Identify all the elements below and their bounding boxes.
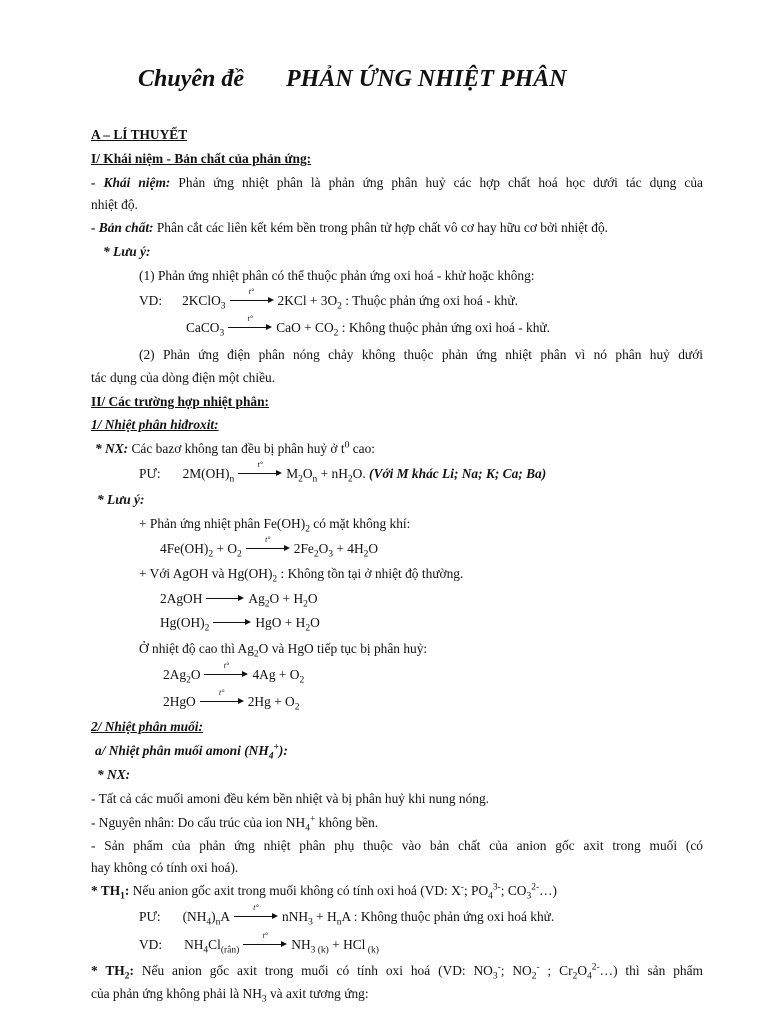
reaction-arrow: t° — [234, 910, 278, 920]
hydroxide-exception: (Với M khác Li; Na; K; Ca; Ba) — [369, 466, 547, 481]
section-2-heading: II/ Các trường hợp nhiệt phân: — [91, 394, 270, 409]
note-agoh: + Với AgOH và $Hg(OH)_2$ : Không tồn tại ở nhiệt độ thường. — [139, 566, 464, 585]
case-2: * $TH_2$: Nếu anion gốc axit trong muối có tính oxi hoá (VD: $NO_3^-$; $NO_2^-$ ; $Cr_2O_4^{2-}\dots$) thì sản phẩm — [91, 962, 703, 982]
reaction-prefix: PƯ: — [139, 466, 161, 481]
equation-hgoh2: $Hg(OH)_2$ HgO + $H_2O$ — [160, 615, 320, 634]
note-label-2: * Lưu ý: — [97, 492, 145, 507]
observation-label: * NX: — [95, 441, 129, 456]
hydroxide-observation: * NX: Các bazơ không tan đều bị phân huỷ ở $t^0$ cao: — [95, 440, 375, 456]
equation-caco3: CaCO$_3$ t° CaO + $CO_2$ : Không thuộc phản ứng oxi hoá - khử. — [186, 314, 551, 339]
note-label-1: * Lưu ý: — [103, 244, 151, 259]
reaction-arrow — [206, 592, 244, 602]
reaction-arrow: t° — [238, 467, 282, 477]
reaction-arrow: t° — [243, 938, 287, 948]
subsection-hydroxide-heading: 1/ Nhiệt phân hiđroxit: — [91, 417, 219, 432]
bullet-ammonium-products-cont: hay không có tính oxi hoá). — [91, 860, 239, 875]
equation-agoh: 2AgOH $Ag_2O + H_2O$ — [160, 591, 318, 610]
document-title-prefix: Chuyên đề — [138, 66, 245, 92]
definition-label: - Khái niệm: — [91, 175, 171, 190]
nature-text: Phân cắt các liên kết kém bền trong phân tử hợp chất vô cơ hay hữu cơ bởi nhiệt độ. — [156, 220, 608, 235]
case-2-label: * $TH_2$: — [91, 963, 134, 982]
nature-paragraph — [91, 220, 608, 236]
note-high-temp: Ở nhiệt độ cao thì $Ag_2O$ và HgO tiếp tục bị phân huỷ: — [139, 641, 428, 660]
section-a-heading: A – LÍ THUYẾT — [91, 127, 188, 142]
equation-caco3-note: : Không thuộc phản ứng oxi hoá - khử. — [341, 320, 551, 335]
case-1-label: * $TH_1$: — [91, 883, 130, 902]
observation-label-2: * NX: — [97, 767, 131, 782]
bullet-ammonium-unstable: - Tất cả các muối amoni đều kém bền nhiệt và bị phân huỷ khi nung nóng. — [91, 791, 490, 806]
section-1-heading: I/ Khái niệm - Bản chất của phản ứng: — [91, 151, 312, 166]
example-prefix-2: VD: — [139, 937, 163, 952]
equation-ag2o: $2Ag_2O$ t° $4Ag + O_2$ — [163, 661, 305, 686]
equation-kclo3: VD: 2KClO$_3$ t° $2KCl + 3O_2$ : Thuộc phản ứng oxi hoá - khử. — [139, 287, 518, 312]
equation-hydroxide-general: PƯ: $2M(OH)_n$ t° $M_2O_n + nH_2O$. (Với M khác Li; Na; K; Ca; Ba) — [139, 460, 547, 485]
bullet-ammonium-products: - Sản phẩm của phản ứng nhiệt phân phụ thuộc vào bản chất của anion gốc axit trong muối (có — [91, 838, 703, 853]
note-feoh2: + Phản ứng nhiệt phân $Fe(OH)_2$ có mặt không khí: — [139, 516, 411, 535]
reaction-arrow: t° — [228, 321, 272, 331]
document-title: PHẢN ỨNG NHIỆT PHÂN — [286, 66, 567, 92]
case-1: * $TH_1$: Nếu anion gốc axit trong muối không có tính oxi hoá (VD: X-; $PO_4^{3-}$; $CO_3^{2-}\dots$) — [91, 882, 557, 902]
equation-ammonium-general: PƯ: $(NH_4)_nA$ t° $nNH_3 + H_nA$ : Không thuộc phản ứng oxi hoá khử. — [139, 903, 555, 928]
reaction-arrow: t° — [230, 294, 274, 304]
bullet-ammonium-cause: - Nguyên nhân: Do cấu trúc của ion $NH_4^+$ không bền. — [91, 814, 379, 834]
reaction-arrow: t° — [246, 542, 290, 552]
subsection-salt-heading: 2/ Nhiệt phân muối: — [91, 719, 203, 734]
equation-ammonium-general-note: : Không thuộc phản ứng oxi hoá khử. — [353, 909, 555, 924]
case-2-cont: của phản ứng không phải là $NH_3$ và axit tương ứng: — [91, 986, 369, 1005]
reaction-arrow: t° — [200, 695, 244, 705]
definition-text-cont: nhiệt độ. — [91, 197, 138, 212]
reaction-prefix: PƯ: — [139, 909, 161, 924]
equation-kclo3-note: : Thuộc phản ứng oxi hoá - khử. — [345, 293, 518, 308]
note-1: (1) Phản ứng nhiệt phân có thể thuộc phản ứng oxi hoá - khử hoặc không: — [139, 268, 535, 283]
reaction-arrow: t° — [204, 668, 248, 678]
equation-nh4cl: VD: $NH_4Cl_{(rắn)}$ t° $NH_{3 (k)}$ + HCl $_{(k)}$ — [139, 931, 379, 956]
nature-label: - Bản chất: — [91, 220, 154, 235]
definition-text: Phản ứng nhiệt phân là phản ứng phân huỷ các hợp chất hoá học dưới tác dụng của — [178, 175, 703, 190]
equation-hgo: 2HgO t° $2Hg + O_2$ — [163, 688, 300, 713]
note-2: (2) Phản ứng điện phân nóng chảy không thuộc phản ứng nhiệt phân vì nó phân huỷ dưới — [139, 347, 703, 362]
reaction-arrow — [213, 616, 251, 626]
equation-feoh2: $4Fe(OH)_2 + O_2$ t° $2Fe_2O_3 + 4H_2O$ — [160, 535, 379, 560]
example-prefix: VD: — [139, 293, 163, 308]
definition-paragraph — [91, 175, 703, 191]
subsection-ammonium-heading: a/ Nhiệt phân muối amoni $(NH_4^+)$: — [95, 742, 288, 762]
note-2-cont: tác dụng của dòng điện một chiều. — [91, 370, 276, 385]
